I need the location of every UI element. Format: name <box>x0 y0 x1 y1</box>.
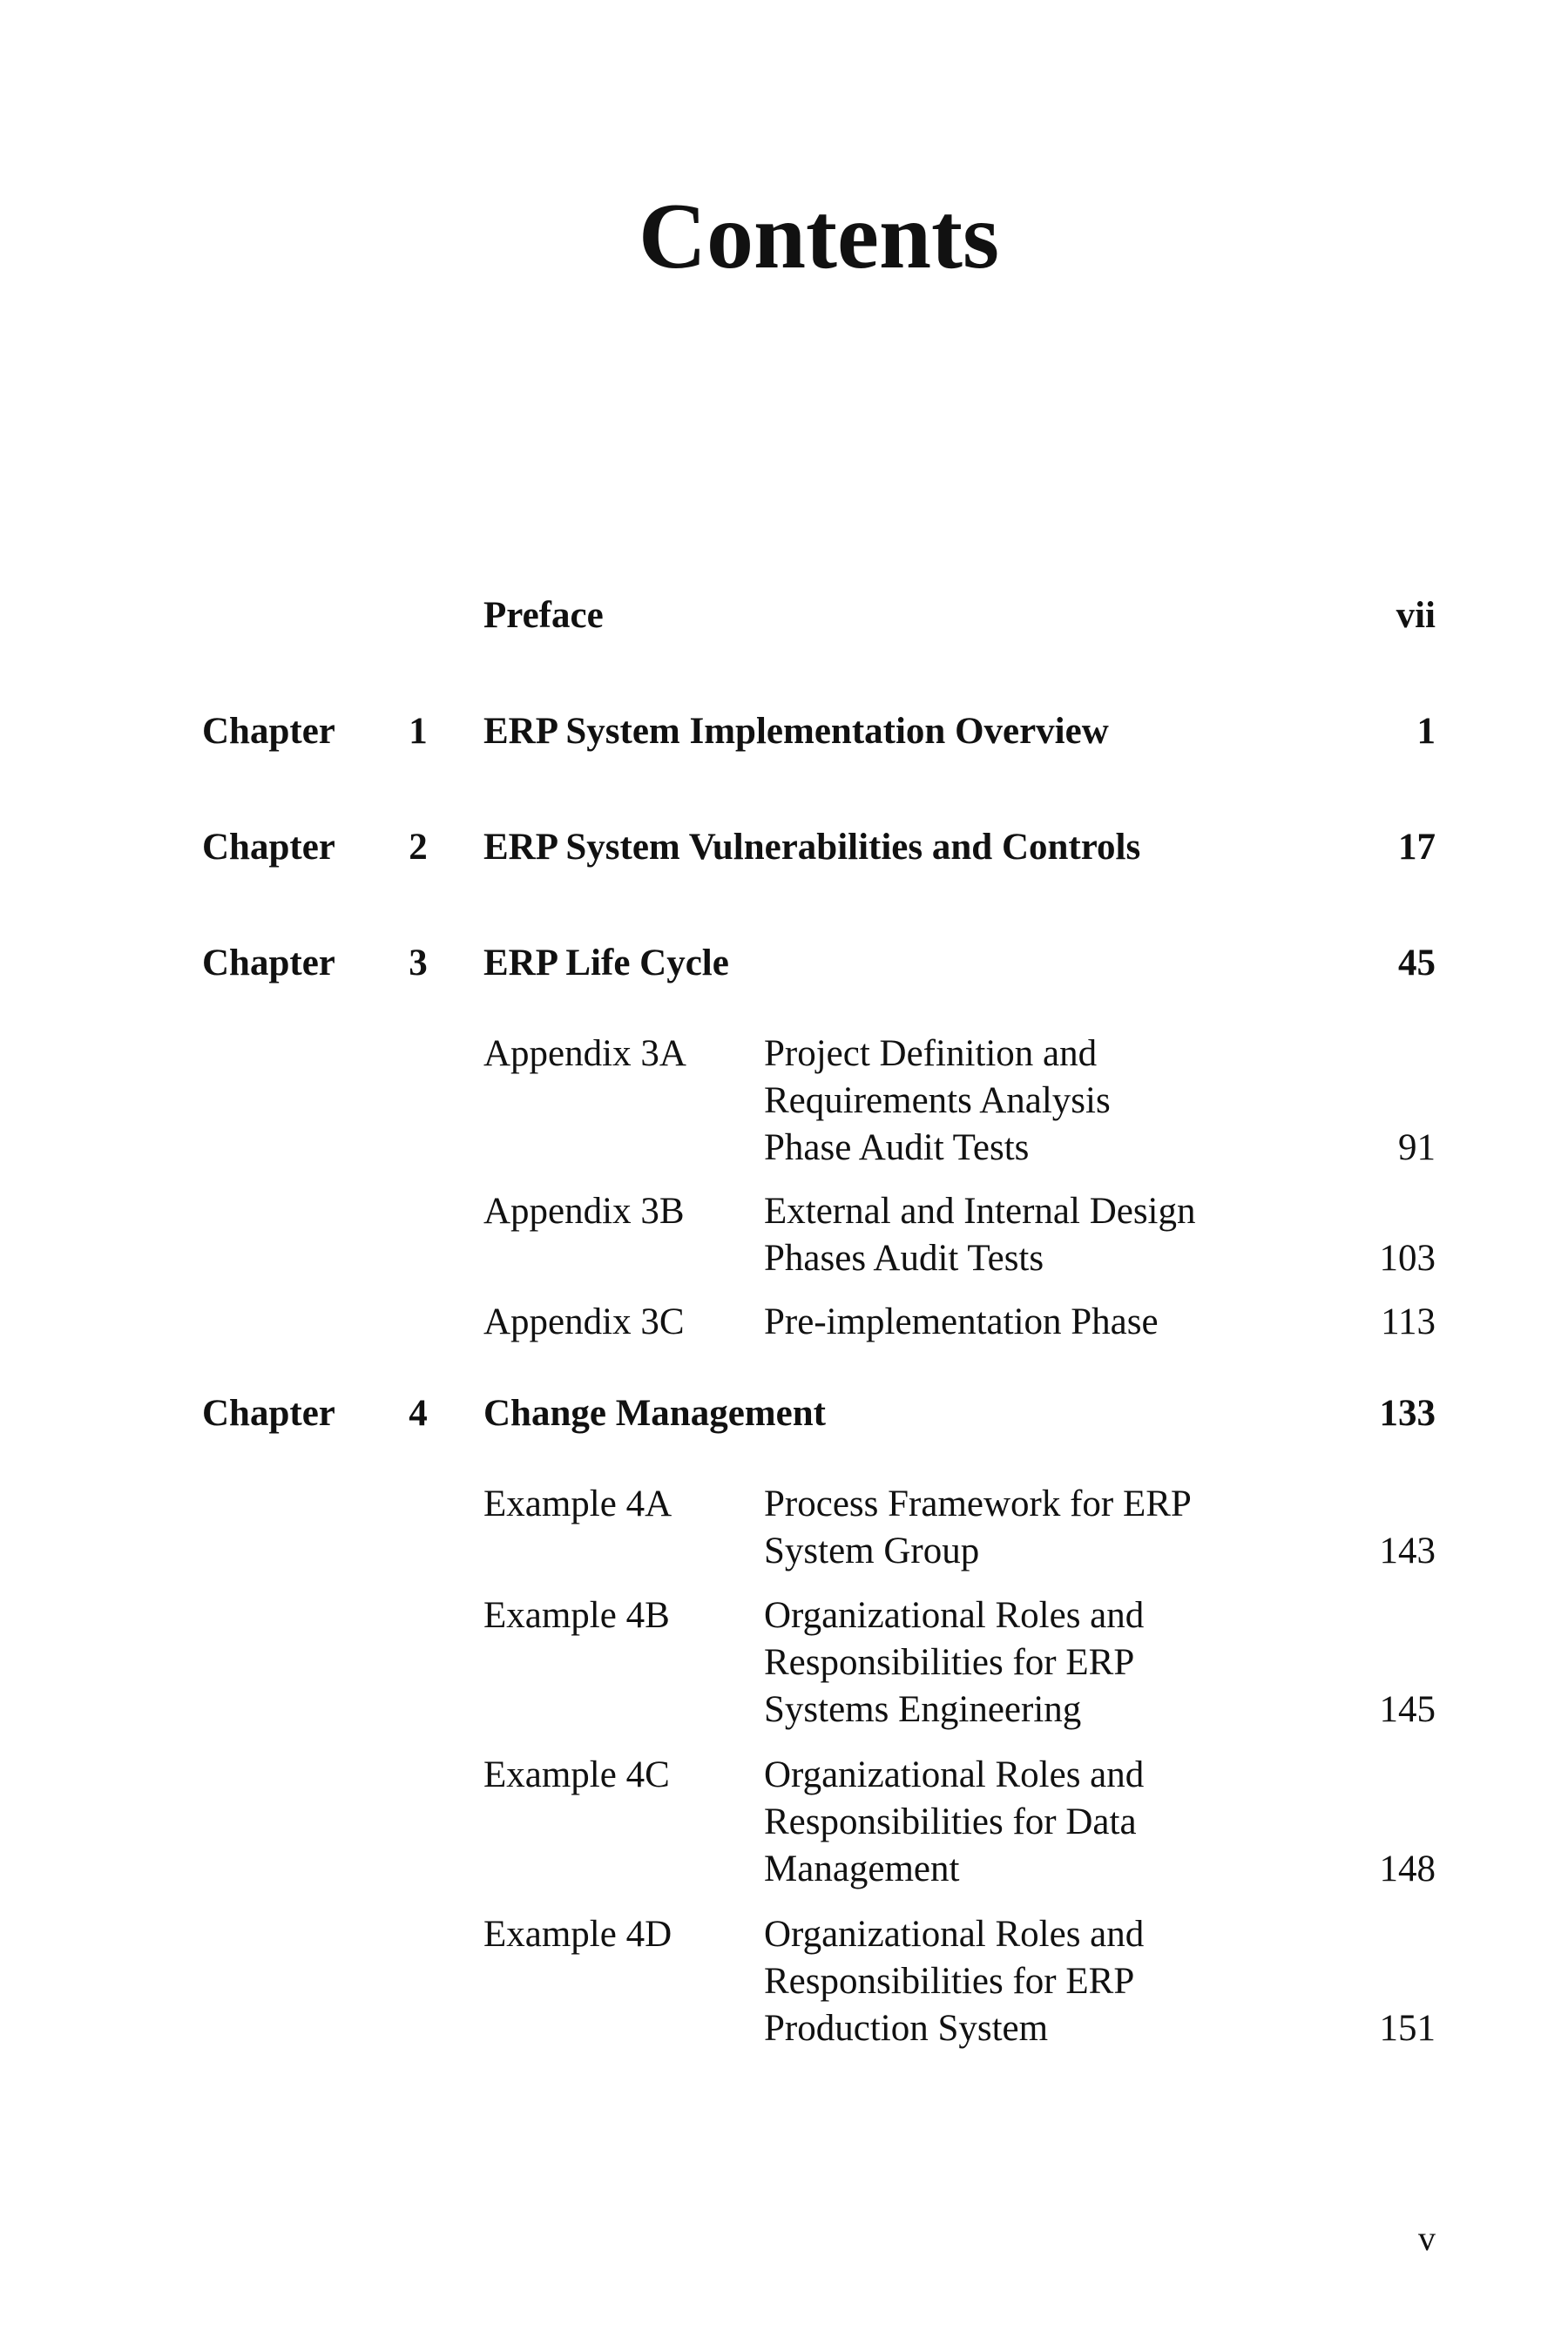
toc-page-number: 1 <box>1416 711 1436 752</box>
appendix-label: Appendix 3B <box>483 1191 685 1232</box>
example-label: Example 4D <box>483 1914 672 1955</box>
toc-entry-title: Project Definition and Requirements Analysis Phase Audit Tests <box>764 1033 1111 1168</box>
toc-page-number: 103 <box>1379 1238 1436 1279</box>
appendix-label: Appendix 3A <box>483 1033 686 1074</box>
example-label: Example 4A <box>483 1484 672 1524</box>
toc-page-number: 91 <box>1398 1127 1436 1168</box>
toc-page-number: 17 <box>1398 827 1436 868</box>
toc-entry-chapter-3[interactable] <box>0 940 1568 987</box>
toc-entry-example-4c[interactable] <box>0 1752 1568 1893</box>
toc-page-number: vii <box>1396 595 1436 636</box>
toc-page-number: 133 <box>1379 1393 1436 1434</box>
toc-entry-chapter-4[interactable] <box>0 1390 1568 1437</box>
example-label: Example 4B <box>483 1595 670 1636</box>
toc-page-number: 151 <box>1379 2008 1436 2049</box>
chapter-number: 3 <box>409 943 428 983</box>
chapter-word: Chapter <box>202 1393 335 1434</box>
page-folio: v <box>1418 2219 1436 2258</box>
example-label: Example 4C <box>483 1754 670 1795</box>
chapter-number: 2 <box>409 827 428 868</box>
toc-entry-example-4b[interactable] <box>0 1592 1568 1734</box>
chapter-number: 4 <box>409 1393 428 1434</box>
appendix-label: Appendix 3C <box>483 1301 685 1342</box>
toc-page-number: 148 <box>1379 1848 1436 1889</box>
toc-page-number: 113 <box>1381 1301 1436 1342</box>
toc-entry-appendix-3c[interactable] <box>0 1299 1568 1346</box>
toc-entry-appendix-3b[interactable] <box>0 1188 1568 1282</box>
toc-entry-title: ERP System Vulnerabilities and Controls <box>483 827 1141 868</box>
toc-entry-title: Organizational Roles and Responsibilities for ERP Production System <box>764 1914 1145 2049</box>
toc-entry-example-4d[interactable] <box>0 1911 1568 2052</box>
toc-page-number: 45 <box>1398 943 1436 983</box>
toc-entry-title: External and Internal Design Phases Audit Tests <box>764 1191 1196 1279</box>
toc-entry-title: Process Framework for ERP System Group <box>764 1484 1192 1571</box>
toc-entry-title: Preface <box>483 595 604 636</box>
chapter-number: 1 <box>409 711 428 752</box>
toc-page-number: 143 <box>1379 1531 1436 1571</box>
toc-entry-example-4a[interactable] <box>0 1481 1568 1575</box>
toc-entry-chapter-2[interactable] <box>0 824 1568 871</box>
page-title: Contents <box>638 185 1000 288</box>
chapter-word: Chapter <box>202 827 335 868</box>
toc-entry-title: Organizational Roles and Responsibilities for ERP Systems Engineering <box>764 1595 1145 1730</box>
toc-page-number: 145 <box>1379 1689 1436 1730</box>
toc-entry-appendix-3a[interactable] <box>0 1031 1568 1172</box>
toc-entry-chapter-1[interactable] <box>0 708 1568 755</box>
toc-entry-preface[interactable] <box>0 592 1568 639</box>
toc-entry-title: Pre-implementation Phase <box>764 1301 1159 1342</box>
toc-entry-title: Organizational Roles and Responsibilities for Data Management <box>764 1754 1145 1889</box>
toc-entry-title: ERP Life Cycle <box>483 943 729 983</box>
chapter-word: Chapter <box>202 711 335 752</box>
toc-entry-title: Change Management <box>483 1393 826 1434</box>
toc-entry-title: ERP System Implementation Overview <box>483 711 1109 752</box>
chapter-word: Chapter <box>202 943 335 983</box>
